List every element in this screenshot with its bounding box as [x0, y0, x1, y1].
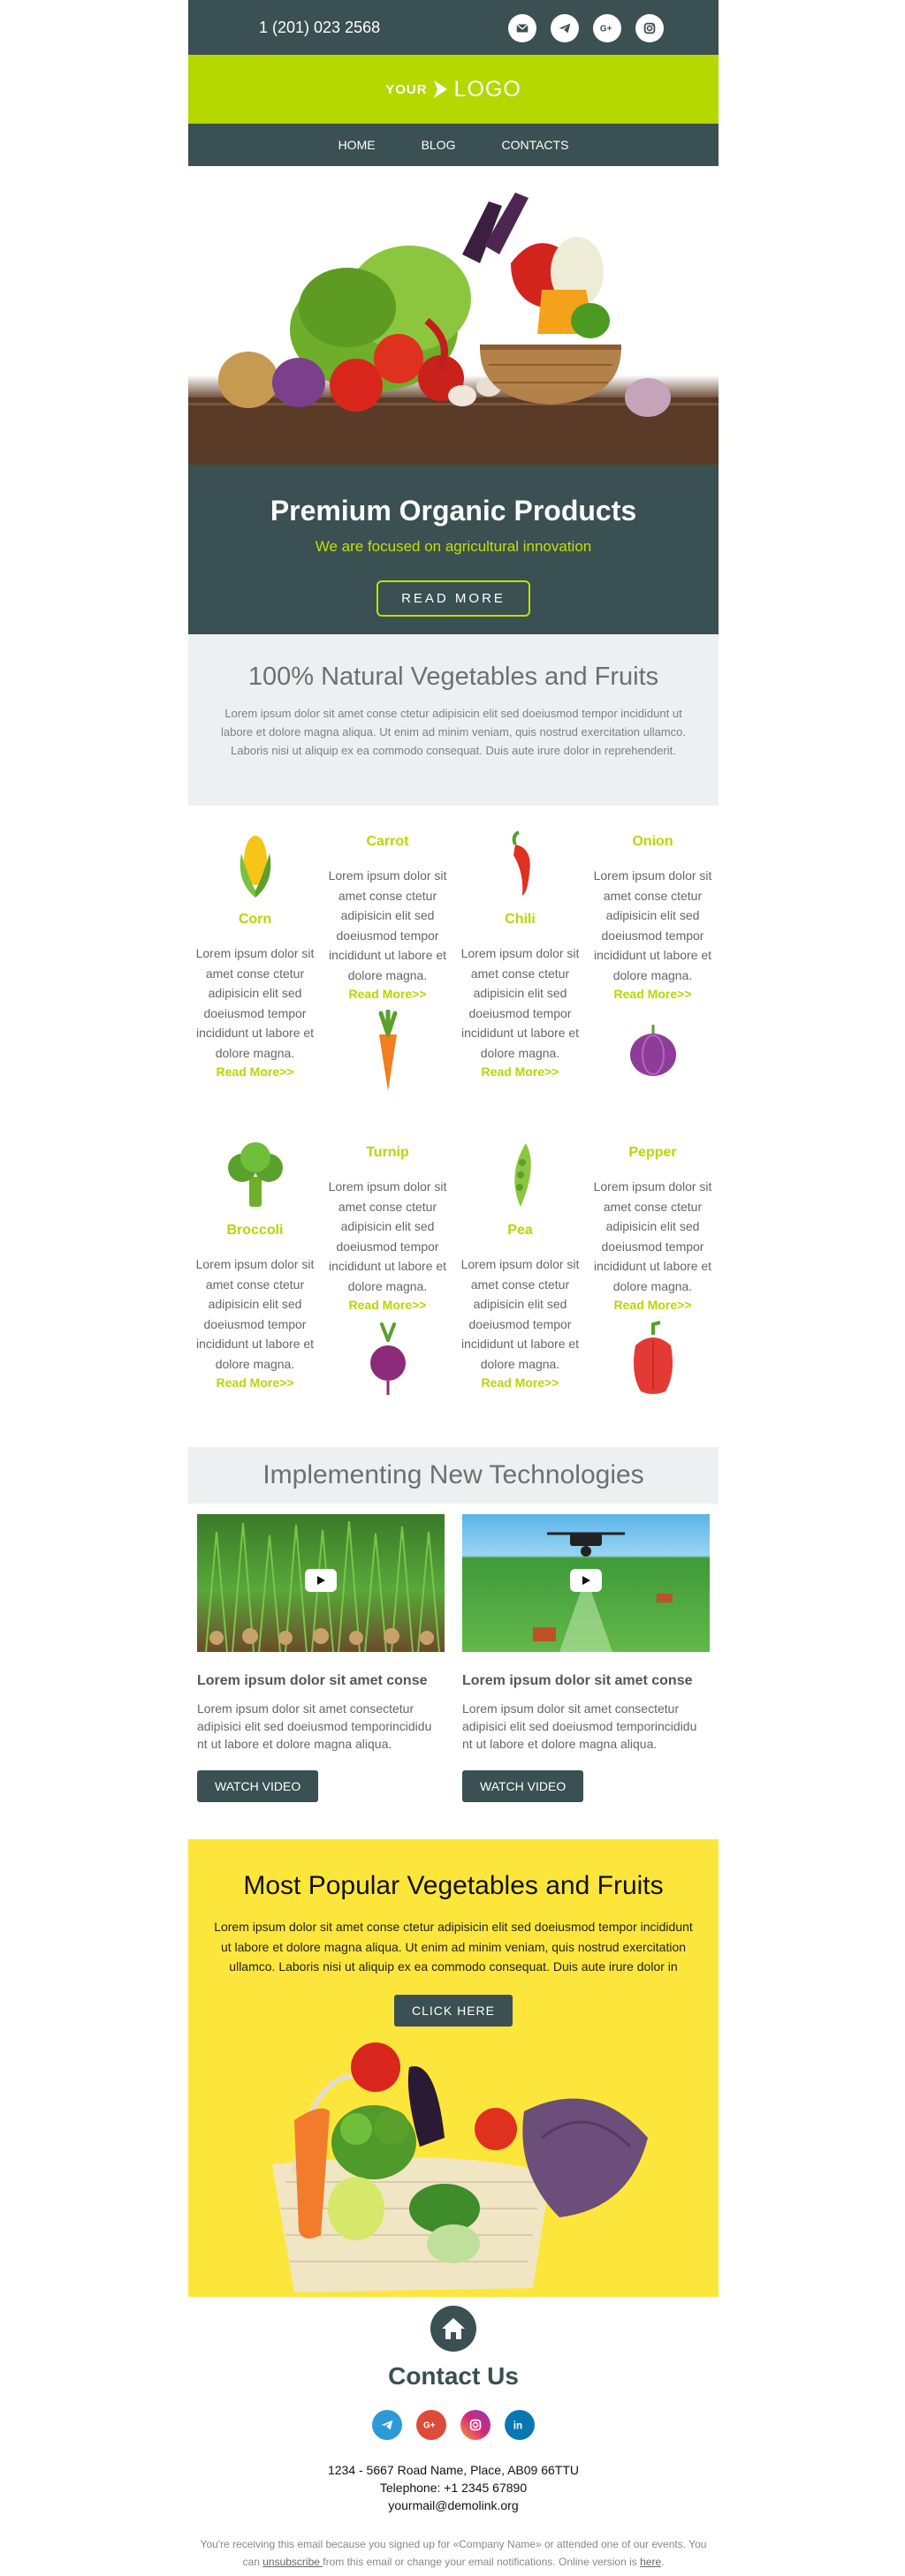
natural-title: 100% Natural Vegetables and Fruits	[247, 663, 659, 691]
video-thumbnail[interactable]	[197, 1514, 445, 1652]
hero-panel	[188, 465, 719, 634]
nav-contacts[interactable]: CONTACTS	[501, 138, 569, 152]
tech-card-title: Lorem ipsum dolor sit amet conse	[197, 1673, 428, 1688]
read-more-button[interactable]: READ MORE	[376, 580, 530, 617]
veg-card-pepper	[593, 1145, 712, 1397]
logo-bar	[188, 55, 719, 124]
popular-title: Most Popular Vegetables and Fruits	[243, 1871, 664, 1900]
phone-number[interactable]: 1 (201) 023 2568	[259, 19, 381, 36]
tech-card-1	[197, 1514, 445, 1802]
home-icon	[430, 2306, 476, 2352]
tech-header	[188, 1447, 719, 1504]
contact-address-block	[188, 2461, 719, 2514]
instagram-icon[interactable]	[635, 14, 664, 42]
top-bar	[188, 0, 719, 55]
veg-card-carrot	[328, 834, 447, 1095]
onion-icon	[609, 1019, 697, 1080]
veg-name: Carrot	[366, 834, 409, 849]
logo[interactable]	[385, 77, 521, 102]
contact-section	[188, 2297, 719, 2571]
email-icon[interactable]	[508, 14, 536, 42]
instagram-icon[interactable]	[460, 2410, 491, 2440]
footer-text: You're receiving this email because you signed up for «Company Name» or attended one of our events. You can	[200, 2538, 707, 2568]
veg-desc: Lorem ipsum dolor sit amet conse ctetur adipisicin elit sed doeiusmod tempor incididunt ut labore et dolore magna.	[195, 946, 315, 1060]
nav-home[interactable]: HOME	[338, 138, 376, 152]
online-version-link[interactable]: here	[640, 2556, 662, 2568]
natural-section	[188, 634, 719, 806]
pea-icon	[476, 1140, 565, 1210]
read-more-link[interactable]: Read More>>	[613, 987, 692, 1001]
popular-section	[188, 1839, 719, 2297]
read-more-link[interactable]: Read More>>	[348, 987, 427, 1001]
linkedin-icon[interactable]	[505, 2410, 535, 2440]
svg-text:in: in	[513, 2420, 523, 2432]
corn-icon	[211, 829, 300, 899]
unsubscribe-link[interactable]: unsubscribe	[262, 2556, 323, 2568]
veg-desc: Lorem ipsum dolor sit amet conse ctetur adipisicin elit sed doeiusmod tempor incididunt ut labore et dolore magna.	[460, 946, 580, 1060]
telegram-icon[interactable]	[372, 2410, 402, 2440]
veg-card-broccoli	[195, 1140, 315, 1390]
veg-card-turnip	[328, 1145, 447, 1397]
footer-notice	[188, 2535, 719, 2571]
watch-video-button[interactable]: WATCH VIDEO	[197, 1770, 318, 1802]
natural-text: Lorem ipsum dolor sit amet conse ctetur adipisicin elit sed doeiusmod tempor incididunt ut labore et dolore magna aliqua. Ut enim ad minim veniam, quis nostrud exercitation ullamco. Laboris nisi ut aliquip ex ea commodo consequat. Duis aute irure dolor in reprehenderit.	[220, 707, 687, 757]
contact-title: Contact Us	[388, 2362, 519, 2390]
veg-name: Broccoli	[226, 1223, 284, 1238]
veg-name: Pea	[507, 1223, 533, 1238]
veg-card-corn	[195, 829, 315, 1079]
click-here-button[interactable]: CLICK HERE	[394, 1995, 513, 2027]
read-more-link[interactable]: Read More>>	[216, 1375, 294, 1390]
watch-video-button[interactable]: WATCH VIDEO	[462, 1770, 583, 1802]
telephone[interactable]: Telephone: +1 2345 67890	[379, 2481, 528, 2495]
chili-icon	[476, 829, 565, 899]
read-more-link[interactable]: Read More>>	[613, 1298, 692, 1312]
read-more-link[interactable]: Read More>>	[481, 1375, 559, 1390]
read-more-link[interactable]: Read More>>	[481, 1064, 559, 1079]
veg-name: Corn	[238, 912, 272, 927]
footer-social-links	[188, 2410, 719, 2440]
address: 1234 - 5667 Road Name, Place, AB09 66TTU	[327, 2463, 580, 2477]
nav-blog[interactable]: BLOG	[421, 138, 456, 152]
veg-card-pea	[460, 1140, 580, 1390]
veg-card-onion	[593, 834, 712, 1080]
veg-desc: Lorem ipsum dolor sit amet conse ctetur adipisicin elit sed doeiusmod tempor incididunt ut labore et dolore magna.	[460, 1257, 580, 1371]
read-more-link[interactable]: Read More>>	[216, 1064, 294, 1079]
hero-title: Premium Organic Products	[270, 495, 637, 527]
pepper-icon	[609, 1321, 697, 1397]
play-icon[interactable]	[305, 1569, 337, 1592]
veg-name: Chili	[505, 912, 536, 927]
veg-desc: Lorem ipsum dolor sit amet conse ctetur adipisicin elit sed doeiusmod tempor incididunt ut labore et dolore magna.	[195, 1257, 315, 1371]
tech-card-2	[462, 1514, 710, 1802]
veg-card-chili	[460, 829, 580, 1079]
play-icon[interactable]	[570, 1569, 602, 1592]
telegram-icon[interactable]	[551, 14, 579, 42]
tech-card-title: Lorem ipsum dolor sit amet conse	[462, 1673, 693, 1688]
svg-text:G+: G+	[423, 2421, 436, 2431]
hero-subtitle: We are focused on agricultural innovation	[315, 538, 592, 555]
google-plus-icon[interactable]	[416, 2410, 446, 2440]
popular-text: Lorem ipsum dolor sit amet conse ctetur adipisicin elit sed doeiusmod tempor incididunt ut labore et dolore magna aliqua. Ut enim ad minim veniam, quis nostrud exercitation ullamco. Laboris nisi ut aliquip ex ea commodo consequat. Duis aute irure dolor in	[214, 1920, 693, 1974]
email-container	[188, 0, 719, 2568]
broccoli-icon	[211, 1140, 300, 1210]
svg-text:G+: G+	[599, 24, 612, 34]
email-address[interactable]: yourmail@demolink.org	[388, 2498, 519, 2512]
veg-name: Turnip	[366, 1145, 409, 1160]
main-nav	[188, 124, 719, 166]
tech-card-desc: Lorem ipsum dolor sit amet consectetur adipisici elit sed doeiusmod temporincididu nt ut labore et dolore magna aliqua.	[462, 1701, 697, 1751]
header-social-links	[508, 14, 664, 42]
turnip-icon	[344, 1321, 432, 1397]
footer-text: from this email or change your email notifications. Online version is	[323, 2556, 641, 2568]
logo-text-big: LOGO	[453, 76, 521, 102]
veg-desc: Lorem ipsum dolor sit amet conse ctetur adipisicin elit sed doeiusmod tempor incididunt ut labore et dolore magna.	[328, 868, 447, 982]
veg-desc: Lorem ipsum dolor sit amet conse ctetur adipisicin elit sed doeiusmod tempor incididunt ut labore et dolore magna.	[593, 1179, 712, 1293]
video-thumbnail[interactable]	[462, 1514, 710, 1652]
vegetable-bag-image	[188, 2041, 719, 2297]
veg-desc: Lorem ipsum dolor sit amet conse ctetur adipisicin elit sed doeiusmod tempor incididunt ut labore et dolore magna.	[593, 868, 712, 982]
footer-text: .	[661, 2556, 665, 2568]
tech-card-desc: Lorem ipsum dolor sit amet consectetur adipisici elit sed doeiusmod temporincididu nt ut labore et dolore magna aliqua.	[197, 1701, 432, 1751]
logo-text-small: YOUR	[385, 81, 428, 97]
read-more-link[interactable]: Read More>>	[348, 1298, 427, 1312]
hero-image	[188, 166, 719, 465]
veg-name: Pepper	[628, 1145, 677, 1160]
tech-title: Implementing New Technologies	[262, 1460, 644, 1489]
carrot-icon	[344, 1010, 432, 1095]
veg-desc: Lorem ipsum dolor sit amet conse ctetur adipisicin elit sed doeiusmod tempor incididunt ut labore et dolore magna.	[328, 1179, 447, 1293]
veg-name: Onion	[632, 834, 673, 849]
logo-chevron-icon	[431, 79, 451, 100]
google-plus-icon[interactable]	[593, 14, 621, 42]
